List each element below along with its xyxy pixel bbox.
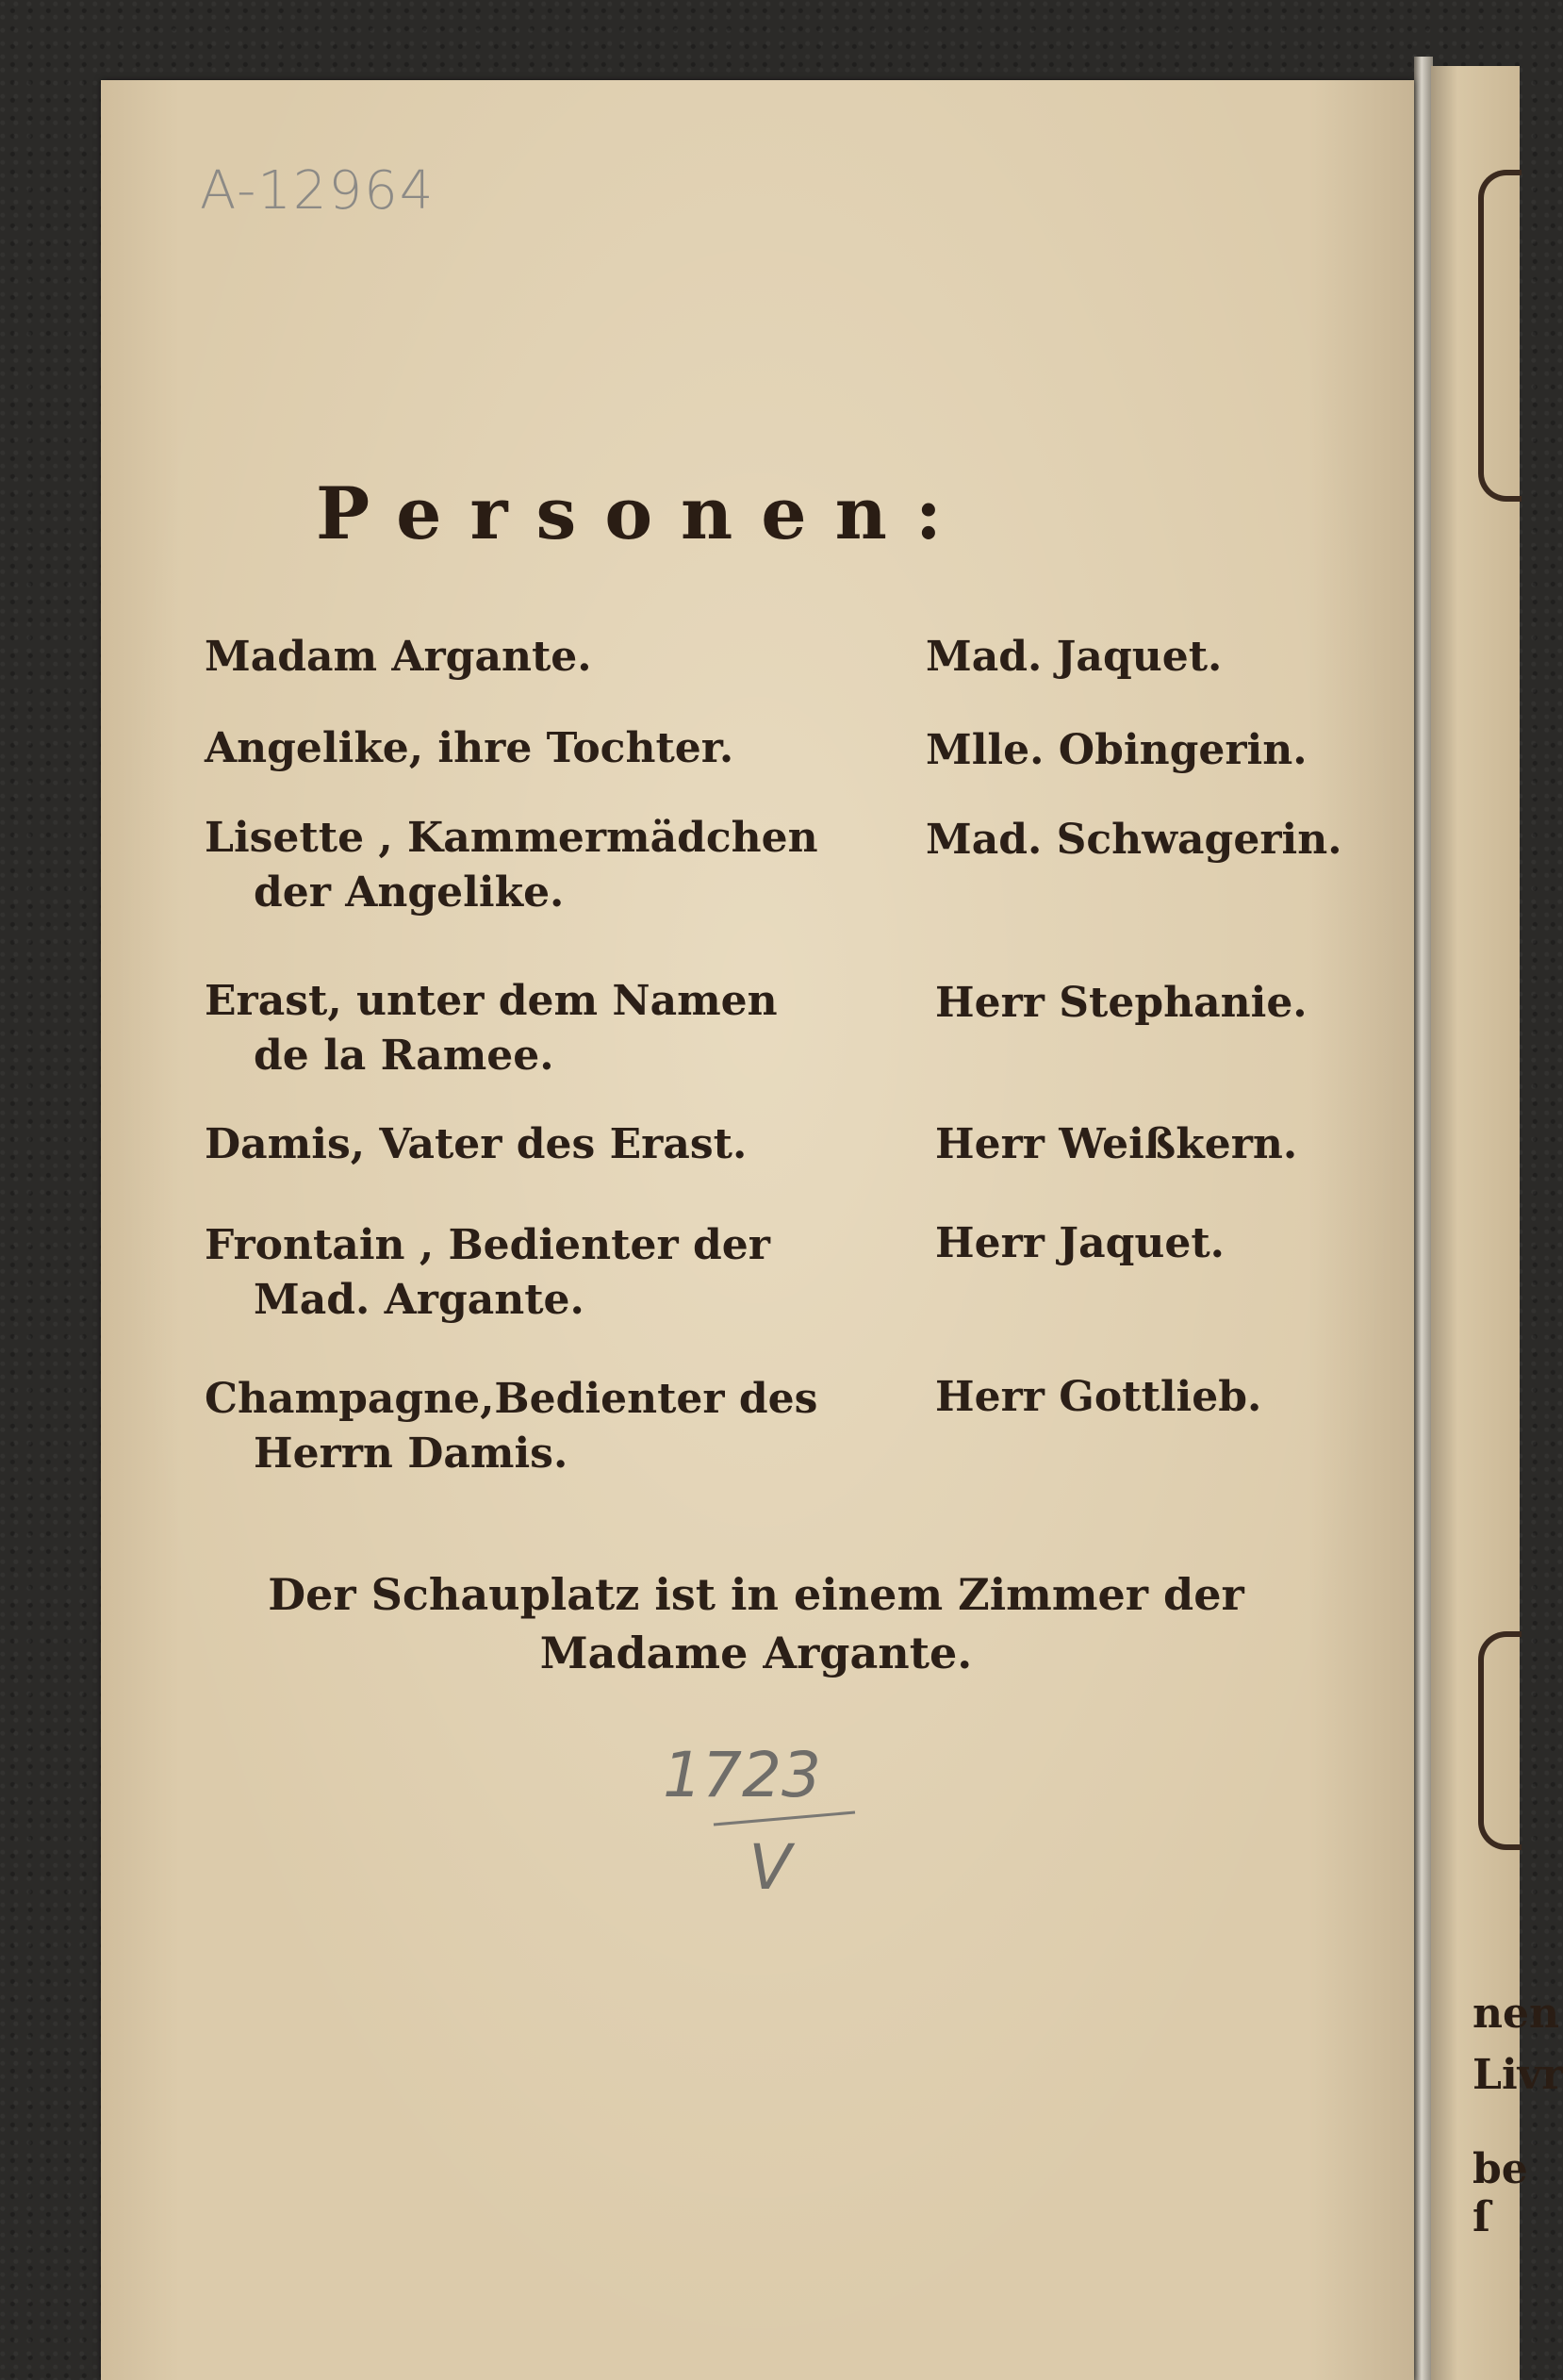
setting-line: Der Schauplatz ist in einem Zimmer der: [268, 1569, 1244, 1620]
cast-role: [205, 721, 733, 776]
cast-actor: Mlle. Obingerin.: [926, 726, 1308, 774]
cast-actor: Herr Jaquet.: [935, 1219, 1225, 1267]
ornament-bottom-icon: [1478, 1631, 1522, 1850]
cast-list: [101, 80, 1414, 1683]
cast-actor: Mad. Schwagerin.: [926, 816, 1342, 864]
setting-line: Madame Argante.: [539, 1628, 973, 1678]
role-text: Champagne,Bedienter des: [205, 1375, 818, 1423]
role-text-continued: der Angelike.: [254, 868, 565, 917]
page-title: Personen:: [316, 471, 970, 555]
role-text: Angelike, ihre Tochter.: [205, 724, 734, 772]
role-text: Damis, Vater des Erast.: [205, 1120, 748, 1168]
cast-role: [205, 630, 592, 685]
role-text: Madam Argante.: [205, 633, 592, 681]
cast-role: [205, 1372, 817, 1481]
next-page-fragment: nen: [1473, 1990, 1559, 2038]
pencil-annotation-number: 1723: [663, 1739, 821, 1811]
pencil-annotation: [652, 1721, 869, 1938]
ornament-top-icon: [1478, 170, 1522, 502]
role-text: Erast, unter dem Namen: [205, 977, 778, 1025]
pencil-annotation-letter: V: [749, 1831, 792, 1904]
next-page-fragment: Livr: [1473, 2051, 1563, 2099]
next-page-fragment: be ſ: [1473, 2145, 1528, 2241]
book-page: [101, 80, 1414, 2380]
adjacent-page-edge: [1431, 66, 1563, 2380]
cast-actor: Herr Gottlieb.: [935, 1373, 1262, 1421]
cast-role: [205, 974, 778, 1083]
cast-role: [205, 811, 818, 920]
cast-actor: Herr Stephanie.: [935, 979, 1308, 1027]
book-spine-edge: [1414, 57, 1433, 2380]
cast-actor: Herr Weißkern.: [935, 1120, 1298, 1168]
role-text-continued: de la Ramee.: [254, 1032, 554, 1080]
cast-role: [205, 1218, 770, 1328]
role-text-continued: Herrn Damis.: [254, 1430, 568, 1478]
setting-note: [214, 1565, 1298, 1682]
cast-actor: Mad. Jaquet.: [926, 633, 1223, 681]
pencil-fraction-line: [714, 1812, 855, 1825]
cast-role: [205, 1117, 747, 1172]
pencil-shelfmark: A-12964: [200, 160, 436, 222]
role-text: Frontain , Bedienter der: [205, 1221, 770, 1269]
role-text-continued: Mad. Argante.: [254, 1276, 584, 1324]
role-text: Lisette , Kammermädchen: [205, 814, 818, 862]
